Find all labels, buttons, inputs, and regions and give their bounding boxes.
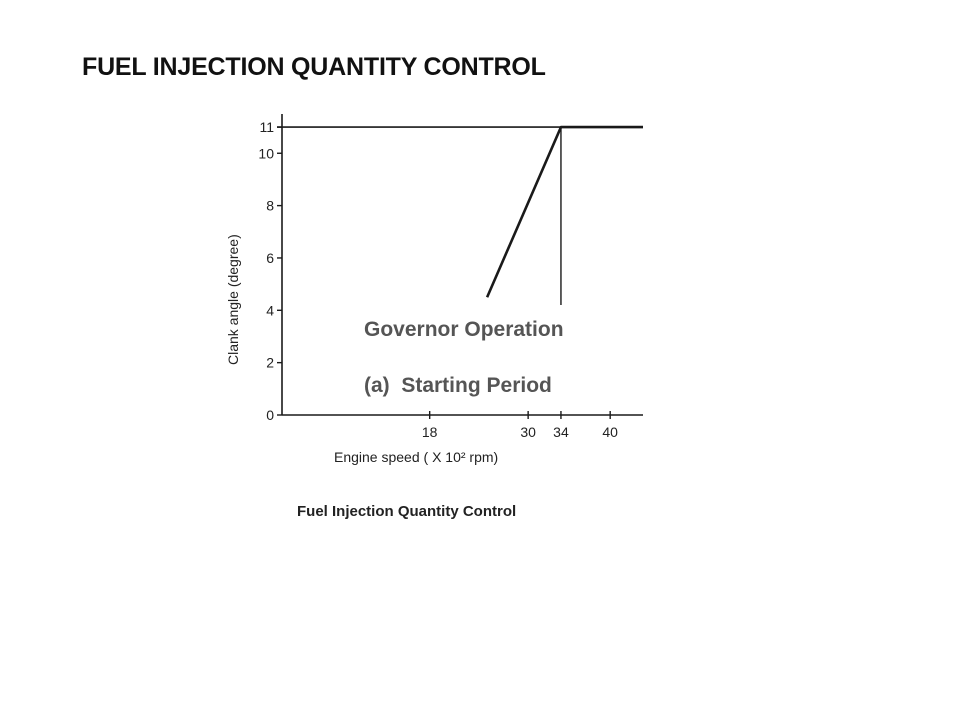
y-tick-label-0: 0 [266,407,274,423]
slide-title: FUEL INJECTION QUANTITY CONTROL [82,53,546,81]
x-tick-label-40: 40 [602,424,618,440]
x-tick-label-30: 30 [520,424,536,440]
series-line-0 [487,127,643,297]
x-tick-label-34: 34 [553,424,569,440]
reference-lines [277,127,643,305]
y-tick-label-11: 11 [259,119,274,136]
y-tick-label-4: 4 [266,302,274,319]
y-axis-title: Clank angle (degree) [225,234,241,365]
chart-series [487,127,643,297]
y-tick-label-6: 6 [266,249,274,266]
y-tick-label-10: 10 [258,145,274,162]
overlay-heading: Governor Operation [364,318,564,341]
x-tick-label-18: 18 [421,424,438,440]
y-tick-label-8: 8 [266,197,274,214]
figure-caption: Fuel Injection Quantity Control [297,503,517,520]
overlay-subheading: (a) Starting Period [364,374,552,397]
y-tick-label-2: 2 [266,354,274,371]
chart-axes [282,114,643,415]
x-axis-title: Engine speed ( X 10² rpm) [334,449,499,465]
